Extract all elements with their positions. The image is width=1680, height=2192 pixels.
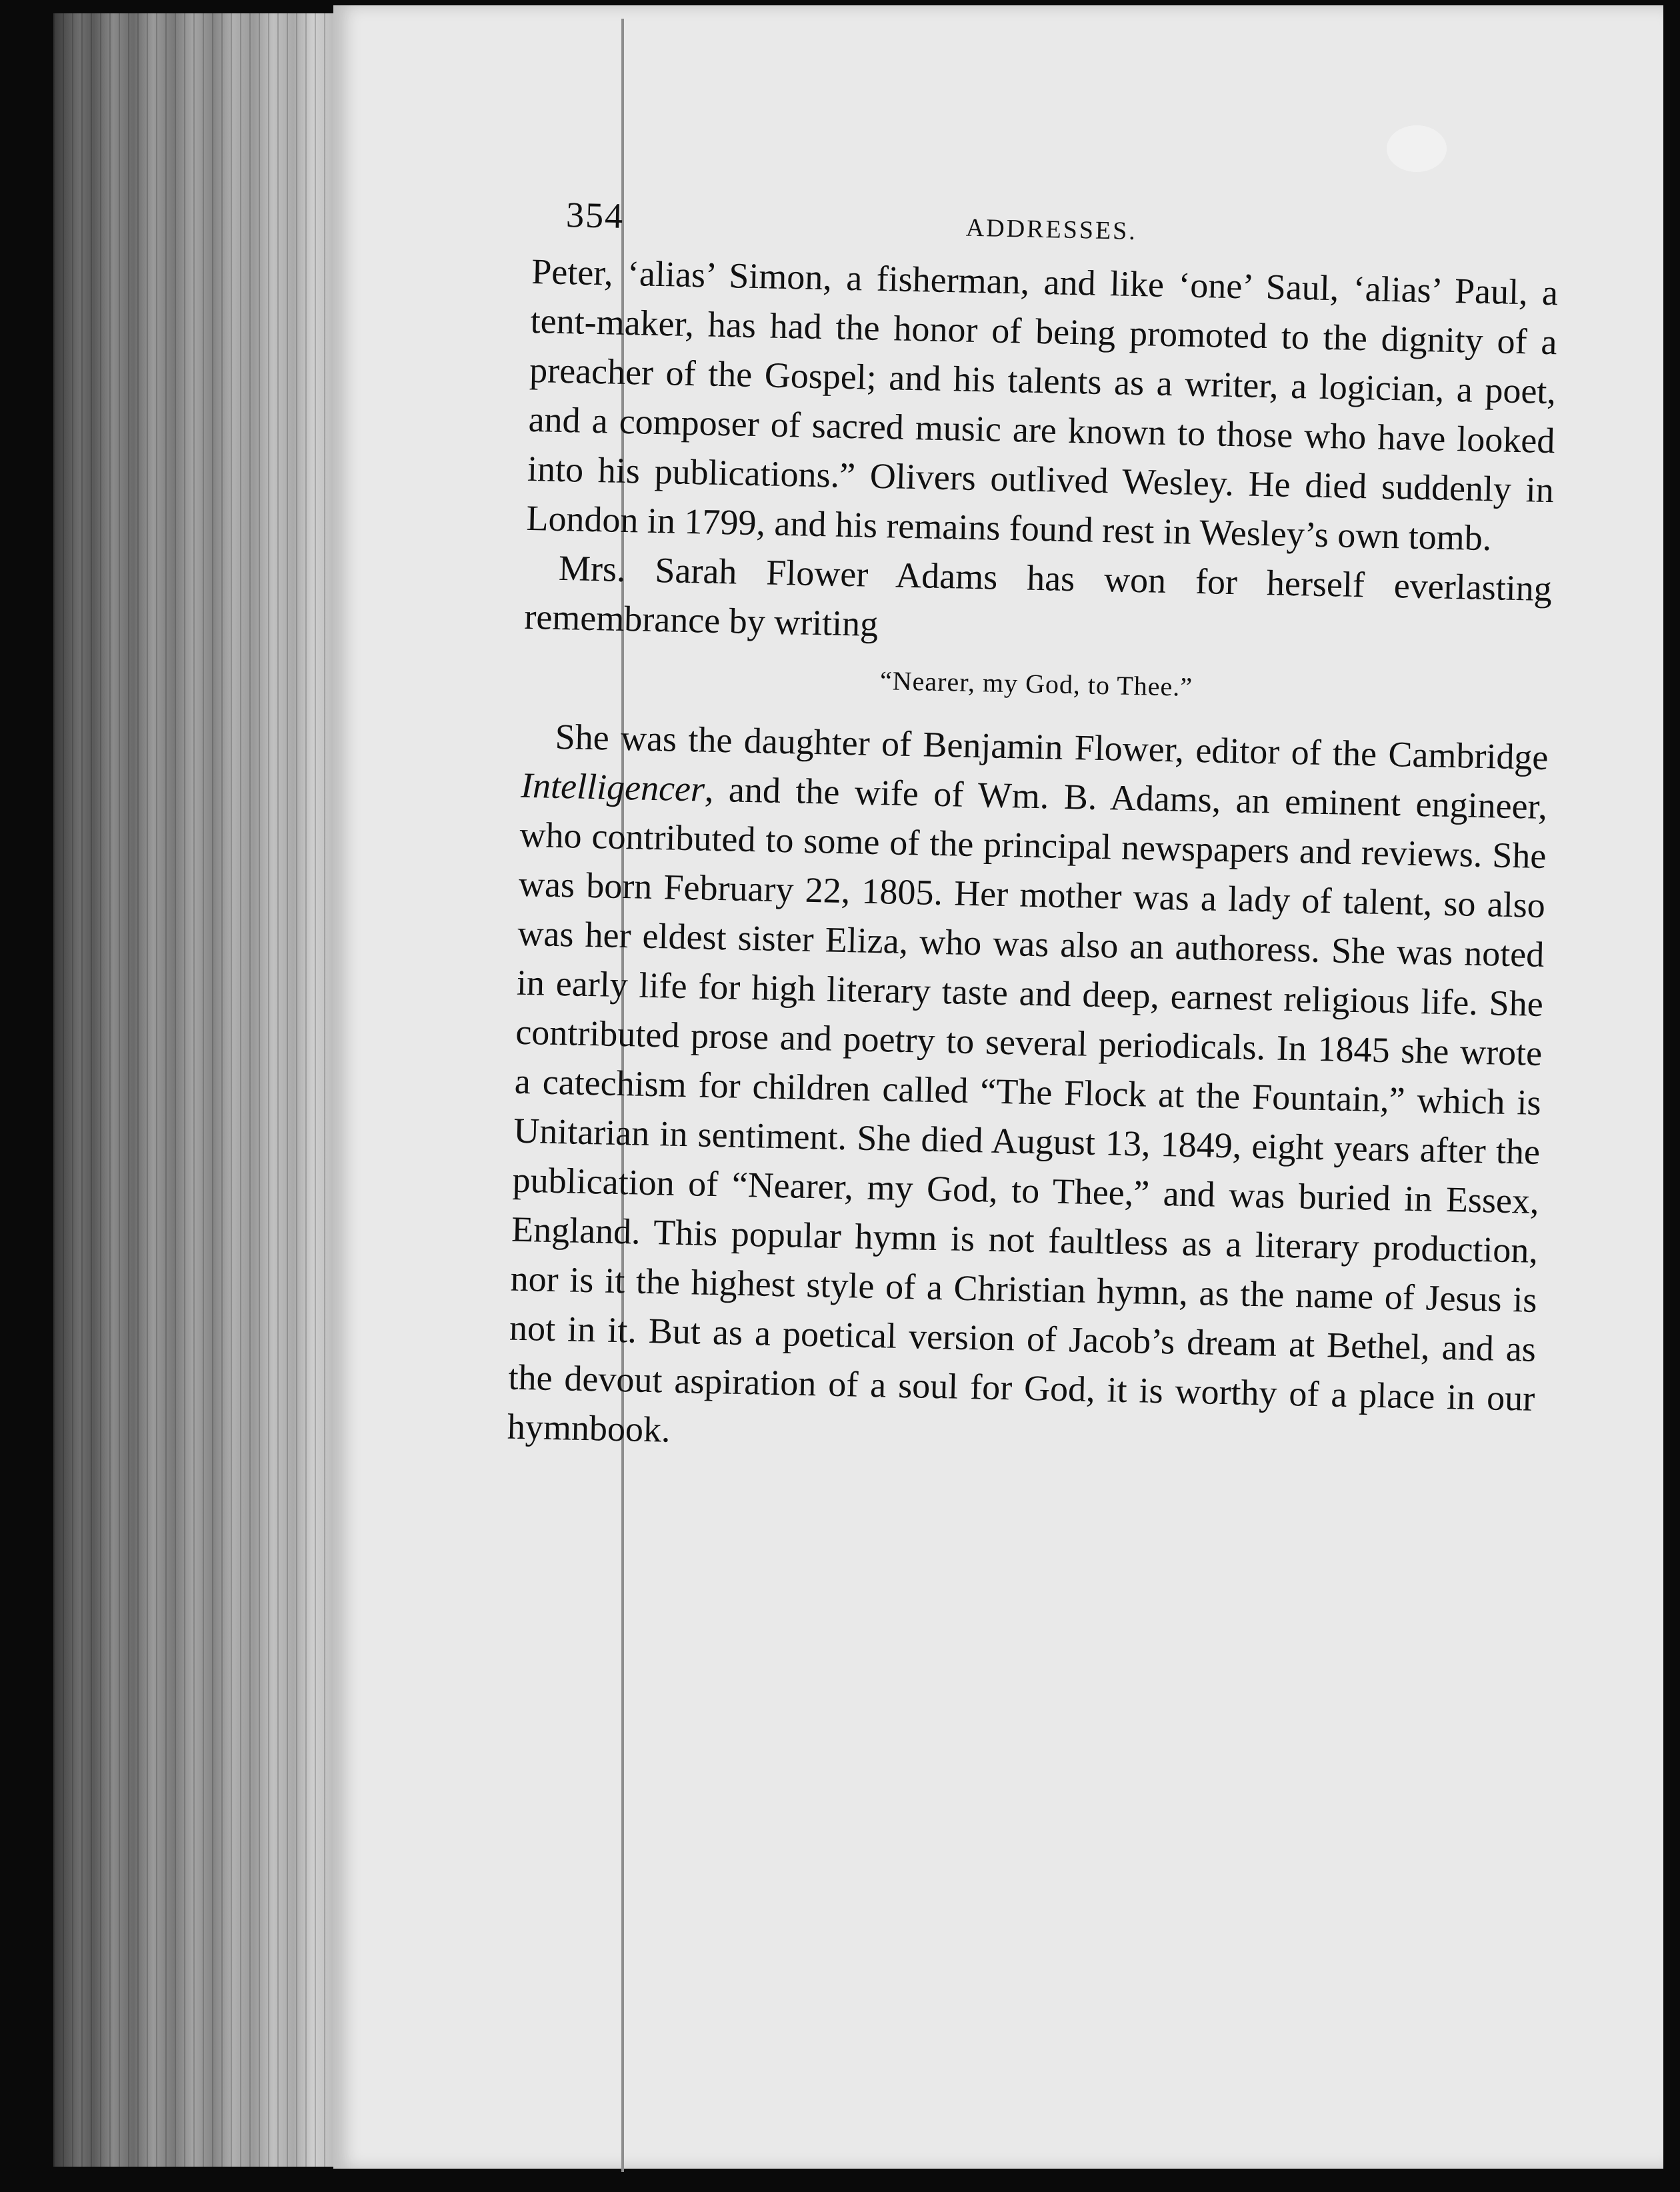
paragraph-3 xyxy=(507,711,1549,1473)
page-number: 354 xyxy=(565,195,625,236)
light-spot xyxy=(1387,125,1447,172)
paragraph-1: Peter, ‘alias’ Simon, a fisherman, and like ‘one’ Saul, ‘alias’ Paul, a tent-maker, has had the honor of being promoted to the dignity of a preacher of the Gospel; and his talents as a writer, a logician, a poet, and a composer of sacred music are known to those who have looked into his publications.” Olivers outlived Wesley. He died suddenly in London in 1799, and his remains found rest in Wesley’s own tomb. xyxy=(525,251,1559,559)
hymn-title-quote: “Nearer, my God, to Thee.” xyxy=(879,665,1193,702)
paragraph-3-text-b: , and the wife of Wm. B. Adams, an eminent engineer, who contributed to some of the principal newspapers and reviews. She was born February 22, 1805. Her mother was a lady of talent, so also was her eldest sister Eliza, who was also an authoress. She was noted in early life for high literary taste and deep, earnest religious life. She contributed prose and poetry to several periodicals. In 1845 she wrote a catechism for children called “The Flock at the Fountain,” which is Unitarian in sentiment. She died August 13, 1849, eight years after the publication of “Nearer, my God, to Thee,” and was buried in Essex, England. This popular hymn is not faultless as a literary production, nor is it the highest style of a Christian hymn, as the name of Jesus is not in it. But as a poetical version of Jacob’s dream at Bethel, and as the devout aspiration of a soul for God, it is worthy of a place in our hymnbook. xyxy=(507,769,1548,1450)
book-page-edges xyxy=(53,13,360,2167)
paragraph-3-text-a: She was the daughter of Benjamin Flower, editor of the Cambridge xyxy=(555,716,1549,778)
paragraph-3-italic-title: Intelligencer xyxy=(520,765,705,809)
running-head-title: ADDRESSES. xyxy=(965,213,1138,245)
paragraph-2: Mrs. Sarah Flower Adams has won for herself everlasting remembrance by writing xyxy=(523,547,1553,644)
page-text-block xyxy=(507,187,1559,1473)
